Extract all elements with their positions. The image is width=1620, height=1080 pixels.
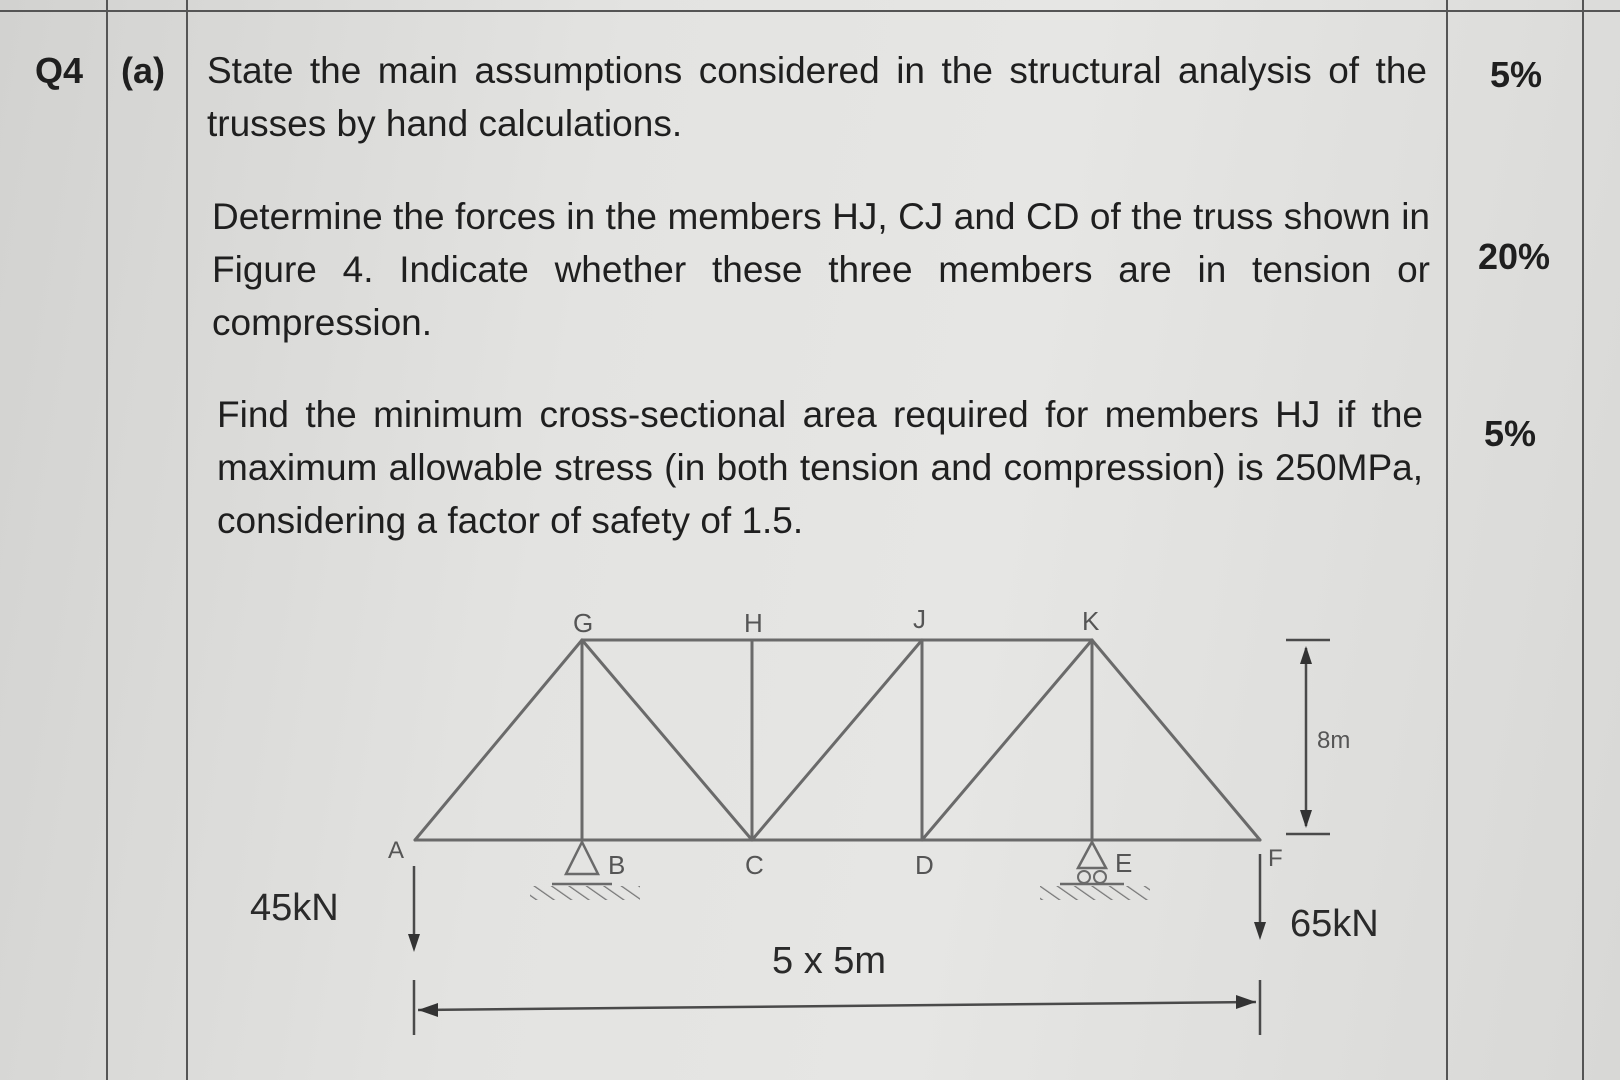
paragraph-assumptions: State the main assumptions considered in the structural analysis of the trusses by hand calculations. (207, 50, 1427, 144)
span-label: 5 x 5m (772, 940, 887, 982)
mark-assumptions: 5% (1490, 54, 1543, 95)
node-label-D: D (915, 850, 934, 880)
node-label-A: A (388, 837, 405, 864)
member-KF (1092, 640, 1260, 840)
paragraph-cross-section: Find the minimum cross-sectional area required for members HJ if the maximum allowable stress (in both tension and compression) is 250MPa, considering a factor of safety of 1.5. (217, 394, 1423, 541)
paragraph-member-forces: Determine the forces in the members HJ, CJ and CD of the truss shown in Figure 4. Indicate whether these three members are in tension or compression. (212, 196, 1430, 343)
span-dimension (414, 980, 1260, 1035)
question-part: (a) (121, 50, 165, 91)
node-label-G: G (573, 608, 594, 638)
mark-cross-section: 5% (1484, 413, 1537, 454)
truss-members (415, 640, 1260, 840)
node-label-J: J (913, 604, 926, 634)
node-label-K: K (1082, 606, 1100, 636)
member-GC (582, 640, 752, 840)
node-label-B: B (608, 850, 626, 880)
load-arrow-A (408, 866, 420, 952)
member-AG (415, 640, 582, 840)
member-CJ (752, 640, 922, 840)
load-label-right: 65kN (1290, 903, 1379, 945)
load-label-left: 45kN (250, 887, 339, 929)
node-label-E: E (1115, 848, 1133, 878)
load-arrow-F (1254, 854, 1266, 940)
node-label-H: H (744, 608, 763, 638)
height-label: 8m (1317, 727, 1351, 754)
member-DK (922, 640, 1092, 840)
mark-member-forces: 20% (1478, 236, 1551, 277)
node-label-F: F (1268, 845, 1283, 872)
roller-support-E (1040, 842, 1150, 900)
question-number: Q4 (35, 50, 84, 91)
node-label-C: C (745, 850, 764, 880)
